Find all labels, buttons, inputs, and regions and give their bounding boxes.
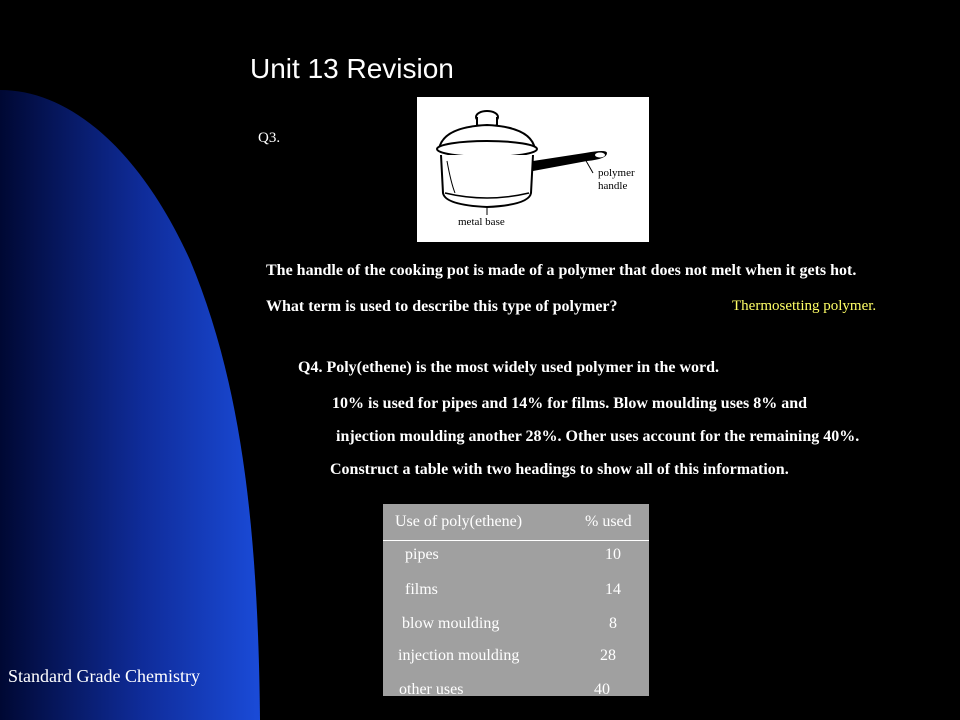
row-percent: 8 <box>609 615 617 632</box>
q3-answer: Thermosetting polymer. <box>732 298 877 314</box>
row-percent: 10 <box>605 546 621 563</box>
q3-text-line-2: What term is used to describe this type of polymer? <box>266 298 618 315</box>
row-use: blow moulding <box>402 615 500 632</box>
row-use: pipes <box>405 546 439 563</box>
row-percent: 28 <box>600 647 616 664</box>
q4-text-line-2: 10% is used for pipes and 14% for films. Blow moulding uses 8% and <box>332 395 808 412</box>
q4-text-line-4: Construct a table with two headings to show all of this information. <box>330 461 789 478</box>
footer-course-name: Standard Grade Chemistry <box>8 666 200 686</box>
row-percent: 40 <box>594 681 610 698</box>
row-use: injection moulding <box>398 647 520 664</box>
q4-text-line-1: Q4. Poly(ethene) is the most widely used polymer in the word. <box>298 359 720 376</box>
q4-text-line-3: injection moulding another 28%. Other uses account for the remaining 40%. <box>336 428 860 445</box>
polyethene-uses-table <box>383 504 649 696</box>
cooking-pot-diagram <box>417 97 649 242</box>
label-metal-base: metal base <box>458 216 505 228</box>
label-handle: handle <box>598 180 628 192</box>
q3-text-line-1: The handle of the cooking pot is made of a polymer that does not melt when it gets hot. <box>266 262 857 279</box>
table-header-row <box>383 504 649 541</box>
label-polymer: polymer <box>598 167 635 179</box>
slide-title: Unit 13 Revision <box>250 53 454 84</box>
row-percent: 14 <box>605 581 621 598</box>
row-use: other uses <box>399 681 464 698</box>
header-use: Use of poly(ethene) <box>395 513 523 530</box>
question-3-label: Q3. <box>258 130 281 146</box>
row-use: films <box>405 581 438 598</box>
header-percent: % used <box>585 513 632 530</box>
cooking-pot-icon <box>417 97 649 242</box>
blue-gradient-panel <box>0 0 260 720</box>
